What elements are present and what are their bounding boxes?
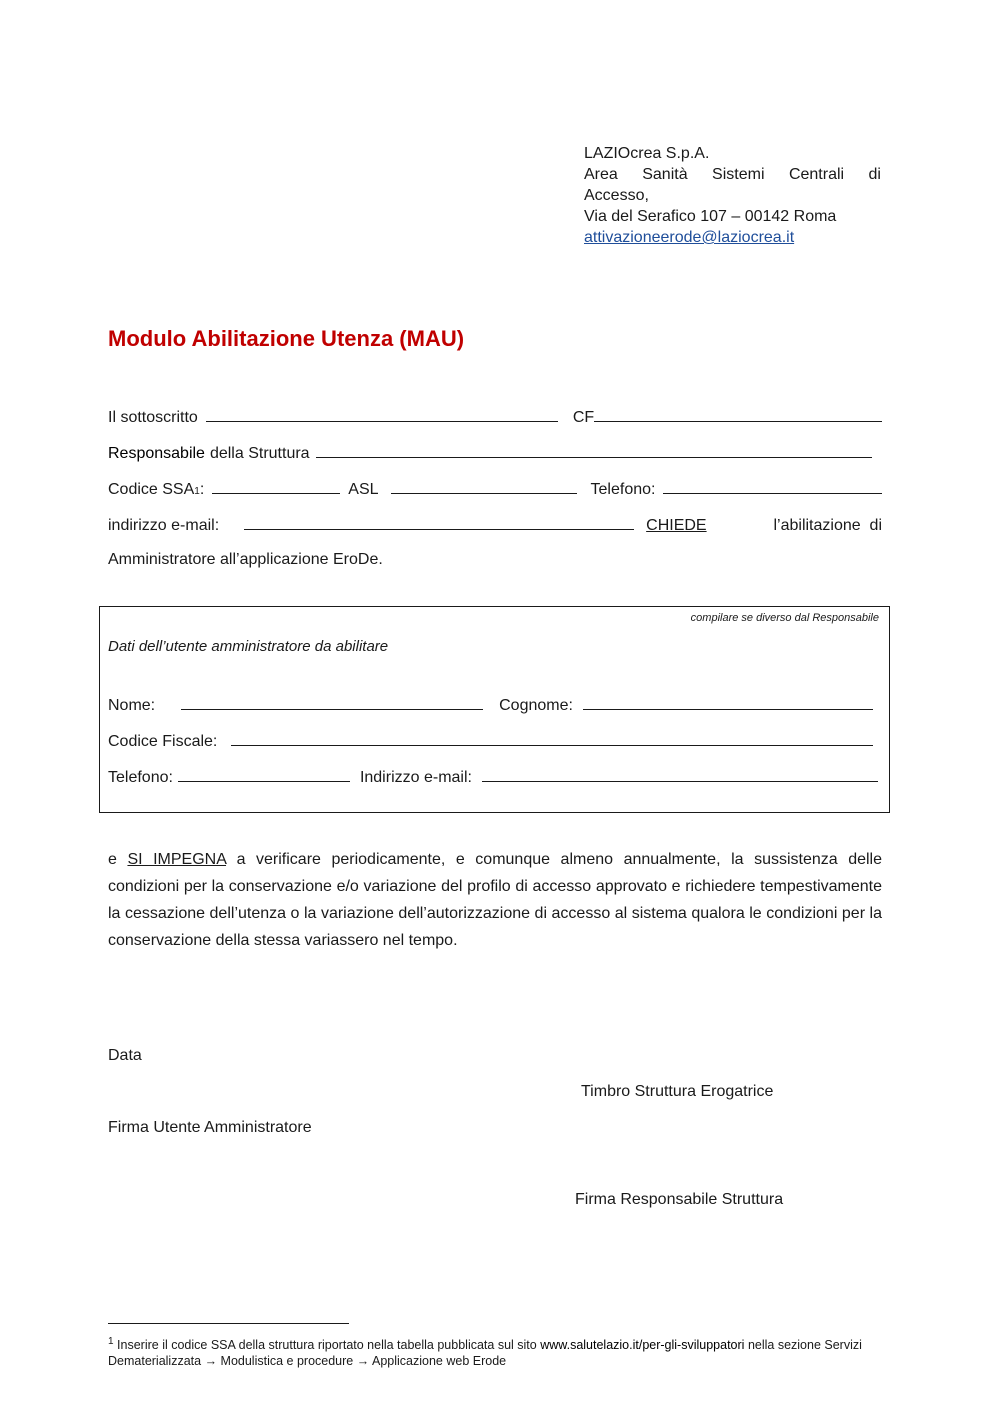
impegna-word: SI IMPEGNA [127,851,227,868]
struttura-field[interactable] [316,443,872,458]
page-title: Modulo Abilitazione Utenza (MAU) [108,326,465,351]
codice-fiscale-field[interactable] [231,731,873,746]
data-label: Data [108,1047,142,1064]
sottoscritto-field[interactable] [206,407,558,422]
box-note: compilare se diverso dal Responsabile [690,612,879,624]
form-row-responsabile: Responsabile della Struttura [108,443,872,465]
cognome-field[interactable] [583,695,873,710]
form-row-ssa: Codice SSA 1 : ASL Telefono: [108,479,882,501]
admin-user-box [99,606,890,813]
box-telefono-field[interactable] [178,767,350,782]
address-company: LAZIOcrea S.p.A. [584,145,710,162]
box-row-cf: Codice Fiscale: [108,731,873,751]
footnote-mark: 1 [108,1336,114,1347]
footnote-separator [108,1323,349,1324]
chiede-word: CHIEDE [646,517,707,534]
box-row-telefono: Telefono: Indirizzo e-mail: [108,767,878,787]
box-heading: Dati dell’utente amministratore da abilitare [108,638,389,655]
footnote-ref: 1 [194,486,200,497]
footnote: $^1$ Inserire il codice SSA della struttura riportato nella tabella pubblicata sul sito www.salutelazio.it/per-gli-sviluppatori nella sezione Servizi Dematerializzata → Modulistica e procedure → Applicazione web Erode [108,1336,862,1369]
address-street: Via del Serafico 107 – 00142 Roma [584,208,837,225]
email-field[interactable] [244,515,634,530]
box-row-nome: Nome: Cognome: [108,695,873,715]
address-area: Area Sanità Sistemi Centrali di [584,166,881,183]
cf-field[interactable] [594,407,882,422]
recipient-address [584,143,881,248]
commitment-paragraph: e SI IMPEGNA a verificare periodicamente, e comunque almeno annualmente, la sussistenza delle condizioni per la conservazione e/o variazione del profilo di accesso approvato e richiedere tempestivamente la cessazione dell’utenza o la variazione dell’autorizzazione di accesso al sistema qualora le condizioni per la conservazione della stessa variassero nel tempo. [108,851,883,949]
ssa-field[interactable] [212,479,340,494]
form-row-sottoscritto: Il sottoscritto CF [108,407,882,429]
timbro-label: Timbro Struttura Erogatrice [581,1083,774,1100]
box-email-field[interactable] [482,767,878,782]
responsabile-word: Responsabile [108,445,205,462]
address-area-cont: Accesso, [584,187,649,204]
nome-field[interactable] [181,695,483,710]
footnote-link[interactable]: www.salutelazio.it/per-gli-sviluppatori [540,1338,745,1353]
form-row-email: indirizzo e-mail: CHIEDE l’abilitazione di [108,517,882,534]
firma-responsabile-label: Firma Responsabile Struttura [575,1191,784,1208]
asl-field[interactable] [391,479,577,494]
telefono-field[interactable] [663,479,882,494]
address-email-link[interactable]: attivazioneerode@laziocrea.it [584,229,795,246]
admin-line: Amministratore all’applicazione EroDe. [108,551,383,568]
firma-utente-label: Firma Utente Amministratore [108,1119,312,1136]
